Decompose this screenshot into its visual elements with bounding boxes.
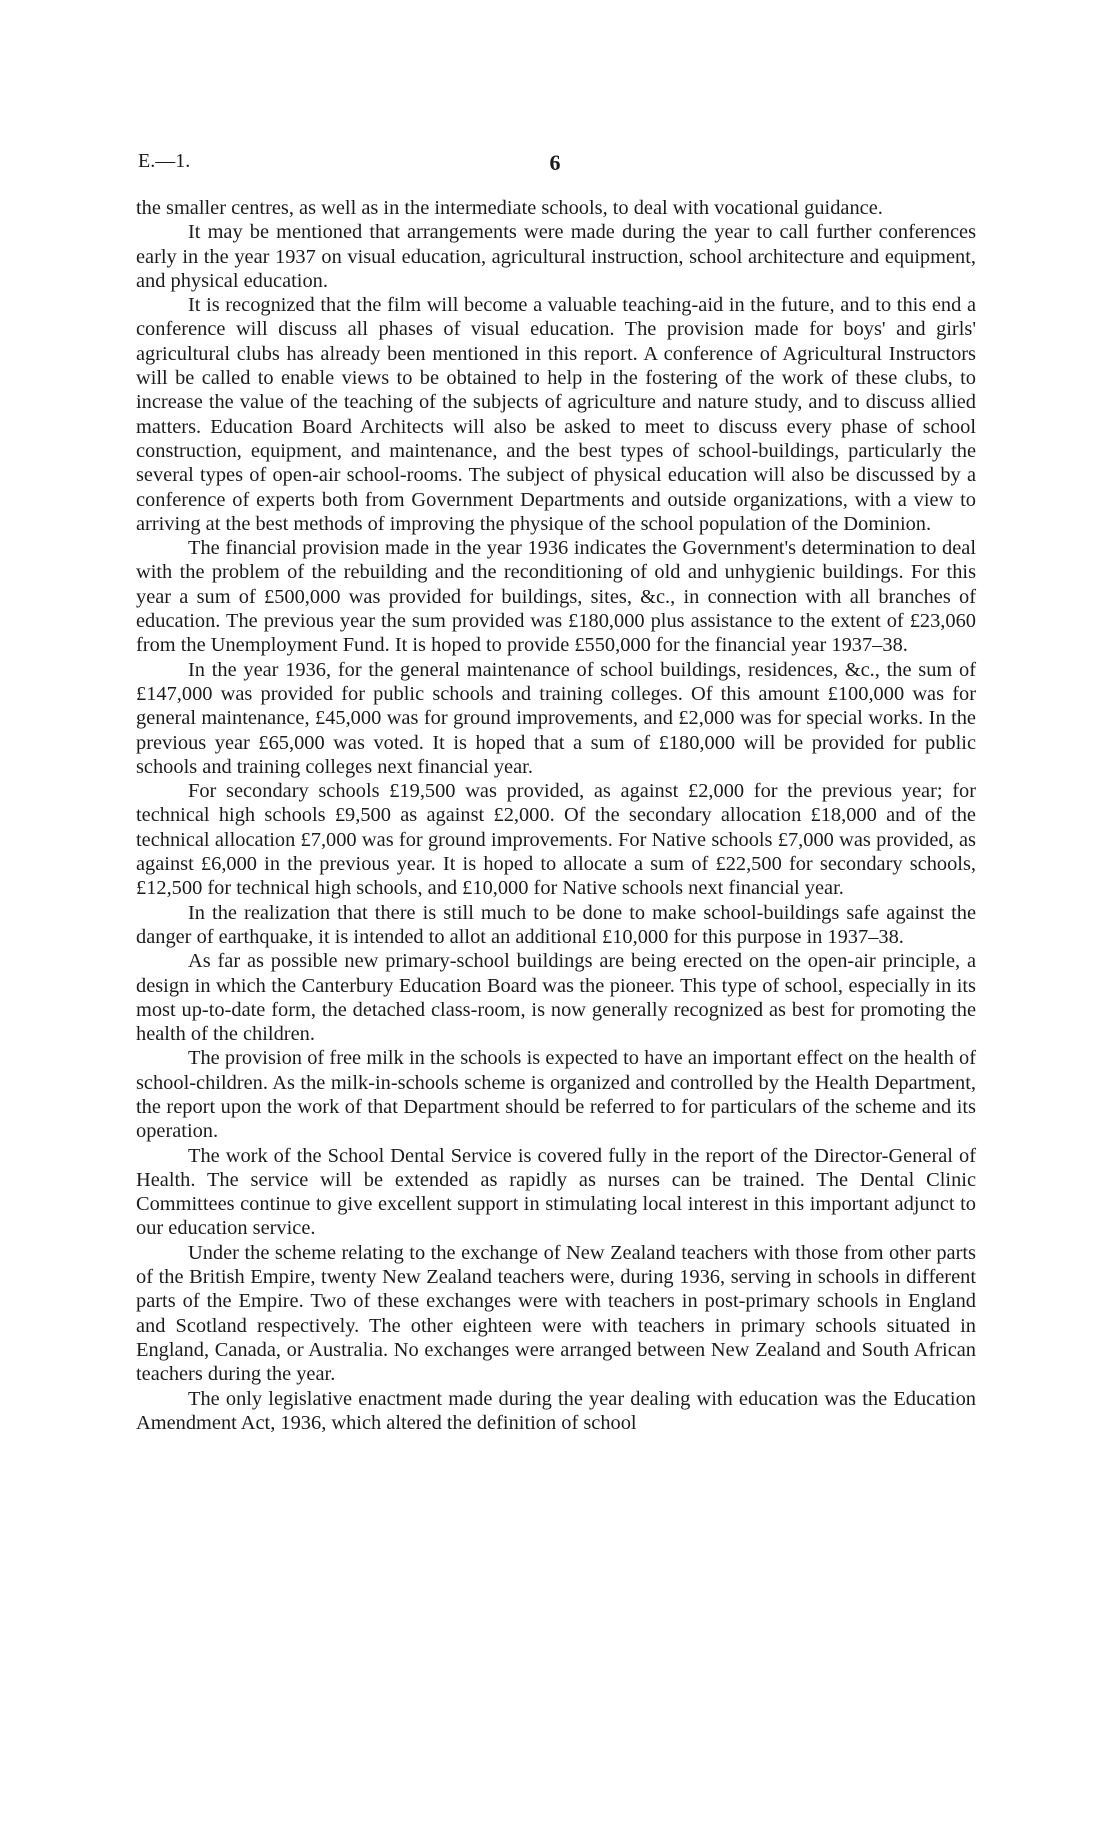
paragraph: The financial provision made in the year 1936 indicates the Government's determination to deal with the problem of the rebuilding and the reconditioning of old and unhygienic buildings. For this year a sum of £500,000 was provided for buildings, sites, &c., in connection with all branches of education. The previous year the sum provided was £180,000 plus assistance to the extent of £23,060 from the Unemployment Fund. It is hoped to provide £550,000 for the financial year 1937–38. [136, 537, 976, 657]
paragraph: In the year 1936, for the general maintenance of school buildings, residences, &c., the sum of £147,000 was provided for public schools and training colleges. Of this amount £100,000 was for general maintenance, £45,000 was for ground improvements, and £2,000 was for special works. In the previous year £65,000 was voted. It is hoped that a sum of £180,000 will be provided for public schools and training colleges next financial year. [136, 658, 976, 778]
paragraph: It may be mentioned that arrangements were made during the year to call further conferences early in the year 1937 on visual education, agricultural instruction, school architecture and equipment, and physical education. [136, 221, 976, 292]
page-header [135, 150, 975, 180]
paragraph: It is recognized that the film will become a valuable teaching-aid in the future, and to this end a conference will discuss all phases of visual education. The provision made for boys' and girls' agricultural clubs has already been mentioned in this report. A conference of Agricultural Instructors will be called to enable views to be obtained to help in the fostering of the work of these clubs, to increase the value of the teaching of the subjects of agriculture and nature study, and to discuss allied matters. Education Board Architects will also be asked to meet to discuss every phase of school construction, equipment, and maintenance, and the best types of school-buildings, particularly the several types of open-air school-rooms. The subject of physical education will also be discussed by a conference of experts both from Government Departments and outside organizations, with a view to arriving at the best methods of improving the physique of the school population of the Dominion. [136, 294, 976, 535]
body-text [136, 196, 976, 1435]
paragraph: As far as possible new primary-school buildings are being erected on the open-air principle, a design in which the Canterbury Education Board was the pioneer. This type of school, especially in its most up-to-date form, the detached class-room, is now generally recognized as best for promoting the health of the children. [136, 950, 976, 1046]
paragraph: The provision of free milk in the schools is expected to have an important effect on the health of school-children. As the milk-in-schools scheme is organized and controlled by the Health Department, the report upon the work of that Department should be referred to for particulars of the scheme and its operation. [136, 1047, 976, 1143]
paragraph: The work of the School Dental Service is covered fully in the report of the Director-General of Health. The service will be extended as rapidly as nurses can be trained. The Dental Clinic Committees continue to give excellent support in stimulating local interest in this important adjunct to our education service. [136, 1144, 976, 1240]
page-number: 6 [549, 150, 561, 175]
paragraph: The only legislative enactment made during the year dealing with education was the Education Amendment Act, 1936, which altered the definition of school [136, 1387, 976, 1434]
series-code: E.—1. [138, 150, 191, 172]
paragraph: In the realization that there is still much to be done to make school-buildings safe against the danger of earthquake, it is intended to allot an additional £10,000 for this purpose in 1937–38. [136, 901, 976, 948]
paragraph: the smaller centres, as well as in the intermediate schools, to deal with vocational guidance. [136, 197, 883, 219]
paragraph: For secondary schools £19,500 was provided, as against £2,000 for the previous year; for technical high schools £9,500 as against £2,000. Of the secondary allocation £18,000 and of the technical allocation £7,000 was for ground improvements. For Native schools £7,000 was provided, as against £6,000 in the previous year. It is hoped to allocate a sum of £22,500 for secondary schools, £12,500 for technical high schools, and £10,000 for Native schools next financial year. [136, 780, 976, 900]
paragraph: Under the scheme relating to the exchange of New Zealand teachers with those from other parts of the British Empire, twenty New Zealand teachers were, during 1936, serving in schools in different parts of the Empire. Two of these exchanges were with teachers in post-primary schools in England and Scotland respectively. The other eighteen were with teachers in primary schools situated in England, Canada, or Australia. No exchanges were arranged between New Zealand and South African teachers during the year. [136, 1241, 976, 1386]
